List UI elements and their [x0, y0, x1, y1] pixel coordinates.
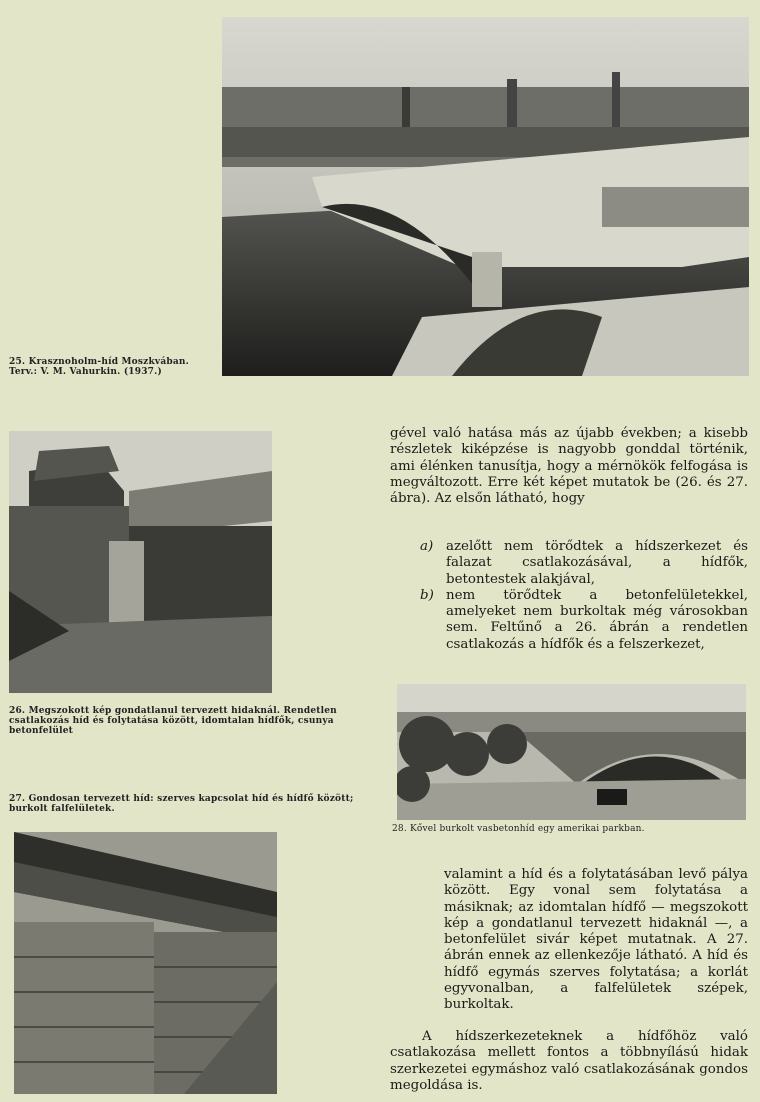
list-text-b: nem törődtek a betonfelületekkel, amelyeket nem burkoltak még városokban sem. Feltűnő a 26. ábrán a rendetlen csatlakozás a hídfők és a felszerkezet,: [446, 587, 748, 652]
list-item-a: [420, 539, 748, 588]
photo-moscow-bridge: [222, 17, 749, 376]
figure-27-caption: 27. Gondosan tervezett híd: szerves kapcsolat híd és hídfő között; burkolt falfelületek.: [9, 794, 354, 814]
photo-park-bridge: [397, 684, 746, 820]
list-marker-b: b): [420, 587, 434, 603]
figure-28-caption: 28. Kővel burkolt vasbetonhíd egy amerikai parkban.: [392, 824, 645, 834]
conditions-list: [420, 539, 748, 653]
list-item-b: [420, 588, 748, 653]
paragraph-2: valamint a híd és a folytatásában levő pálya között. Egy vonal sem folytatása a másiknak; az idomtalan hídfő — megszokott kép a gondatlanul tervezett hidaknál —, a betonfelület sivár képet mutatnak. A 27. ábrán ennek az ellenkezője látható. A híd és hídfő egymás szerves folytatása; a korlát egyvonalban, a falfelületek szépek, burkoltak.: [444, 867, 748, 1013]
paragraph-1: gével való hatása más az újabb években; a kisebb részletek kiképzése is nagyobb gonddal történik, ami élénken tanusítja, hogy a mérnökök felfogása is megváltozott. Erre két képet mutatok be (26. és 27. ábra). Az elsőn látható, hogy: [390, 426, 748, 507]
figure-26-caption: 26. Megszokott kép gondatlanul tervezett hidaknál. Rendetlen csatlakozás híd és folytatása között, idomtalan hídfők, csunya betonfelület: [9, 706, 337, 736]
figure-25-caption-credit: Terv.: V. M. Vahurkin. (1937.): [9, 367, 162, 377]
list-marker-a: a): [420, 539, 434, 554]
figure-25-caption: [9, 357, 219, 377]
figure-25-caption-title: 25. Krasznoholm-híd Moszkvában.: [9, 357, 189, 367]
list-text-a: azelőtt nem törődtek a hídszerkezet és falazat csatlakozásával, a hídfők, betontestek alakjával,: [446, 539, 748, 587]
photo-designed-bridge: [14, 832, 277, 1094]
paragraph-3: A hídszerkezeteknek a hídfőhöz való csatlakozása mellett fontos a többnyílású hidak szerkezetei egymáshoz való csatlakozásának gondos megoldása is.: [390, 1029, 748, 1093]
photo-careless-bridge: [9, 431, 272, 693]
